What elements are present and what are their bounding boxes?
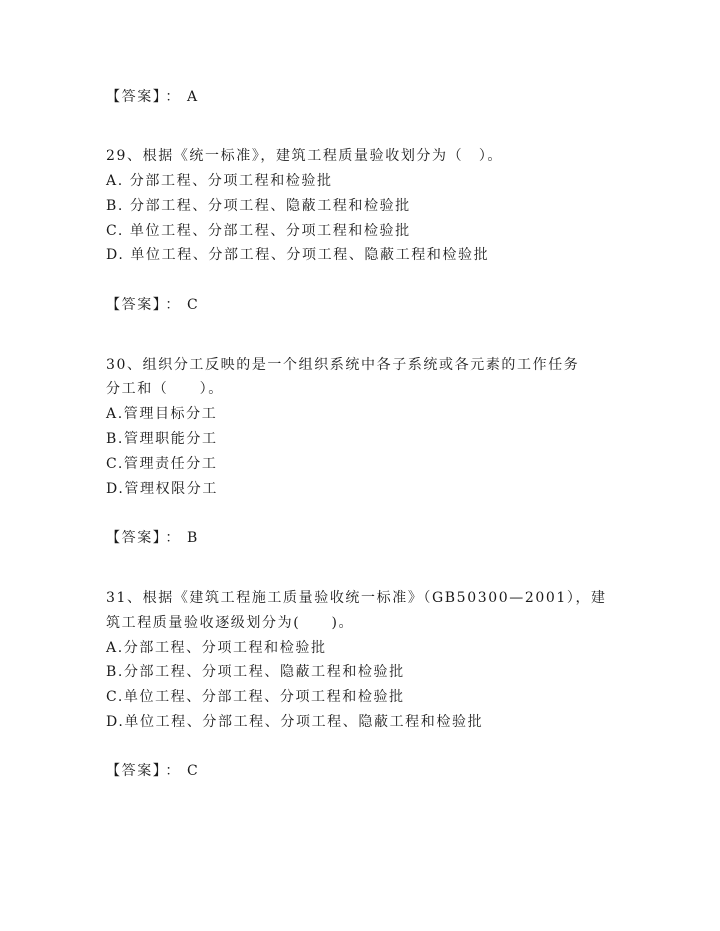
question-31-text-line2: 筑工程质量验收逐级划分为( )。 (106, 615, 355, 631)
question-29-text: 29、根据《统一标准》，建筑工程质量验收划分为（ ）。 (106, 148, 504, 164)
answer-value: C (187, 763, 200, 779)
q30-option-a: A.管理目标分工 (106, 406, 218, 422)
q31-option-d: D.单位工程、分部工程、分项工程、隐蔽工程和检验批 (106, 714, 484, 730)
q31-option-c: C.单位工程、分部工程、分项工程和检验批 (106, 689, 405, 705)
question-30-text-line1: 30、组织分工反映的是一个组织系统中各子系统或各元素的工作任务 (106, 357, 580, 373)
q30-answer-line (106, 529, 199, 547)
answer-colon: ： (165, 530, 182, 546)
q30-option-b: B.管理职能分工 (106, 431, 218, 447)
question-31-text-line1: 31、根据《建筑工程施工质量验收统一标准》（GB50300—2001），建 (106, 590, 607, 606)
q31-answer-line (106, 762, 199, 780)
q29-option-a: A. 分部工程、分项工程和检验批 (106, 173, 333, 189)
q31-option-b: B.分部工程、分项工程、隐蔽工程和检验批 (106, 664, 405, 680)
answer-label: 【答案】 (106, 297, 162, 313)
q29-option-b: B. 分部工程、分项工程、隐蔽工程和检验批 (106, 198, 411, 214)
q31-option-a: A.分部工程、分项工程和检验批 (106, 640, 327, 656)
answer-colon: ： (165, 763, 182, 779)
answer-colon: ： (165, 297, 182, 313)
q30-option-d: D.管理权限分工 (106, 481, 218, 497)
q29-option-d: D. 单位工程、分部工程、分项工程、隐蔽工程和检验批 (106, 247, 490, 263)
answer-value: C (187, 297, 200, 313)
answer-value: B (187, 530, 199, 546)
answer-line-prev (106, 88, 199, 106)
q30-option-c: C.管理责任分工 (106, 456, 218, 472)
q29-answer-line (106, 296, 199, 314)
answer-label: 【答案】 (106, 89, 162, 105)
answer-colon: ： (165, 89, 182, 105)
answer-label: 【答案】 (106, 530, 162, 546)
q29-option-c: C. 单位工程、分部工程、分项工程和检验批 (106, 223, 411, 239)
answer-label: 【答案】 (106, 763, 162, 779)
answer-value: A (187, 89, 199, 105)
question-30-text-line2: 分工和（ ）。 (106, 381, 224, 397)
